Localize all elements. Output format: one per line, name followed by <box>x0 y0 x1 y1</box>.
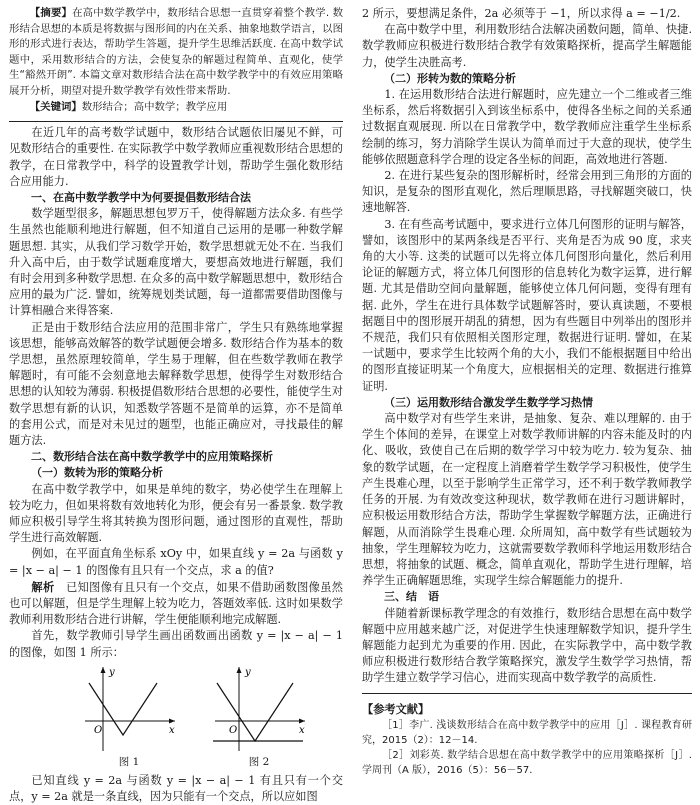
section-2-paragraph-4: 首先，数学教师引导学生画出函数画出函数 y = |x − a| − 1 的图像，如图 1 所示： <box>9 629 343 659</box>
continued-paragraph: 2 所示，要想满足条件，2a 必须等于 −1，所以求得 a = −1/2. <box>362 7 681 20</box>
abstract-label: 【摘要】 <box>29 7 73 19</box>
divider <box>9 121 343 122</box>
analysis-label: 解析 <box>31 579 55 594</box>
figure-1 <box>79 663 179 769</box>
figure-2-graph <box>209 663 309 755</box>
figure-1-y-label: y <box>109 666 115 678</box>
subsection-1-heading: （一）数转为形的策略分析 <box>31 466 163 480</box>
section-1-paragraph-1: 数学题型很多，解题思想包罗万千，使得解题方法众多. 有些学生虽然也能顺利地进行解题，但不知道自己运用的是哪一种数学解题思想. 其实，从我们学习数学开始，数学思想就无处不在. 当我们升入高中后，由于数学试题难度增大，要想高效地进行解题，我们有时会用到多种数学思想. 在众多的高中数学解题思想中，数形结合应用的最为广泛. 譬如，统筹规划类试题，每一道都需要借助图像与计算相融合来得答案. <box>9 207 343 318</box>
reference-2: ［2］刘彩英. 数学结合思想在高中数学教学中的应用策略探析［J］. 学周刊（A 版），2016（5）：56－57. <box>362 749 692 776</box>
conclusion-paragraph: 伴随着新课标教学理念的有效推行，数形结合思想在高中数学解题中应用越来越广泛，对促进学生快速理解数学知识，提升学生解题能力起到尤为重要的作用. 因此，在实际教学中，高中数学教师应积极进行数形结合教学策略探究，激发学生数学学习热情，帮助学生建立数学学习信心，进而实现高中数学教学的高质性. <box>362 606 692 685</box>
figure-2-x-label: x <box>299 724 305 736</box>
intro-paragraph: 在近几年的高考数学试题中，数形结合试题依旧屡见不鲜，可见数形结合的重要性. 在实际教学中数学教师应重视数形结合思想的教学，在日常教学中，科学的设置教学计划，帮助学生强化数形结合应用能力. <box>9 126 343 188</box>
section-2-paragraph-1: 在高中数学教学中，如果是单纯的数字，势必使学生在理解上较为吃力，但如果将数有效地转化为形，便会有另一番景象. 数学教师应积极引导学生将其转换为图形问题，通过图形的直观性，帮助学生进行高效解题. <box>9 482 343 545</box>
references-divider <box>362 693 692 694</box>
references-heading: 【参考文献】 <box>362 702 430 716</box>
right-column <box>362 6 692 778</box>
figure-2 <box>209 663 309 769</box>
abstract-text: 在高中数学教学中，数形结合思想一直贯穿着整个教学. 数形结合思想的本质是将数据与图形间的内在关系、抽象地数学语言，以图形的形式进行表达，帮助学生答题，提升学生思维活跃度. 在高中数学试题中，采用数形结合的方法，会使复杂的解题过程简单、直观化，使学生“豁然开朗”. 本篇文章对数形结合法在高中数学教学中的有效应用策略展开分析，期望对提升数学教学有效性带来帮助. <box>9 7 344 97</box>
figures <box>9 663 343 773</box>
figure-1-graph <box>79 663 179 755</box>
example-problem: 例如，在平面直角坐标系 xOy 中，如果直线 y = 2a 与函数 y = |x − a| − 1 的图像有且只有一个交点，求 a 的值? <box>9 547 343 577</box>
figure-1-origin-label: O <box>94 724 103 736</box>
keywords <box>9 100 343 116</box>
subsection-2-heading: （二）形转为数的策略分析 <box>384 71 516 85</box>
summary-paragraph: 在高中数学中里，利用数形结合法解决函数问题，简单、快捷. 数学教师应积极进行数形结合教学有效策略探析，提高学生解题能力，使学生决胜高考. <box>362 23 692 69</box>
section-2-heading: 二、数形结合法在高中数学教学中的应用策略探析 <box>31 450 273 464</box>
figure-1-x-label: x <box>169 724 175 736</box>
strategy-item-1: 1. 在运用数形结合法进行解题时，应先建立一个二维或者三维坐标系，然后将数据引入到该坐标系中，使得各坐标之间的关系通过数据直观展现. 所以在日常教学中，数学教师应注重学生坐标系绘制的练习，努力消除学生误认为简单而过于大意的现状，使学生能够依照题意科学合理的设定各坐标的间距，高效地进行答题. <box>362 88 692 166</box>
analysis-paragraph <box>9 579 343 629</box>
reference-1: ［1］李广. 浅谈数形结合在高中数学教学中的应用［J］. 课程教育研究，2015（2）：12－14. <box>362 719 692 746</box>
figure-2-caption: 图 2 <box>248 755 270 768</box>
figure-1-caption: 图 1 <box>118 755 140 768</box>
figure-2-y-label: y <box>245 666 251 678</box>
left-column <box>9 6 343 805</box>
figure-2-origin-label: O <box>229 724 238 736</box>
keywords-text: 数形结合；高中数学；教学应用 <box>81 100 228 113</box>
section-1-paragraph-2: 正是由于数形结合法应用的范围非常广，学生只有熟练地掌握该思想，能够高效解答的数学试题便会增多. 数形结合作为基本的数学思想，虽然原理较简单，学生易于理解，但在些数学教师在教学解题时，有可能不会刻意地去解释数学思想，使得学生对数形结合思想的认知较为薄弱. 积极提倡数形结合思想的必要性，能使学生对数学思想有新的认识，知悉数学答题不是简单的运算，亦不是简单的套用公式，而是对未见过的题型，也能正确应对，寻找最佳的解题方法. <box>9 320 343 448</box>
subsection-3-paragraph: 高中数学对有些学生来讲，是抽象、复杂、难以理解的. 由于学生个体间的差异，在课堂上对数学教师讲解的内容未能及时的内化、吸收，致使自己在后期的数学学习中较为吃力. 较为复杂、抽象的数学试题，在一定程度上消磨着学生数学学习积极性，使学生产生畏难心理，以至于影响学生正常学习，还不利于数学教师教学任务的开展. 为有效改变这种现状，数学教师在进行习题讲解时，应积极运用数形结合方法，帮助学生掌握数学解题方法，正确进行解题，从而消除学生畏难心理. 众所周知，高中数学有些试题较为抽象，学生理解较为吃力，这就需要数学教师科学地运用数形结合思想，将抽象的试题、概念，简单直观化，帮助学生进行理解，培养学生正确解题思维，实现学生综合解题能力的提升. <box>362 412 692 588</box>
keywords-label: 【关键词】 <box>29 100 82 113</box>
strategy-item-3: 3. 在有些高考试题中，要求进行立体几何图形的证明与解答，譬如，该图形中的某两条线是否平行、夹角是否为成 90 度，求夹角的大小等. 这类的试题可以先将立体几何图形向量化，然后利用论证的解题方式，将立体几何图形的信息转化为数字运算，进行解题. 尤其是借助空间向量解题，能够使立体几何问题，变得有理有据. 此外，学生在进行具体数学试题解答时，要认真读题，不要根据题目中的图形展开胡乱的猜想，因为有些题目中列举出的图形并不规范，我们只有依照相关图形定理，数据进行证明. 譬如，在某一试题中，要求学生比较两个角的大小，我们不能根据题目中给出的图形直接证明某一个角度大，应根据相关的定理、数据进行推算证明. <box>362 217 692 393</box>
subsection-3-heading: （三）运用数形结合激发学生数学学习热情 <box>384 395 593 409</box>
abstract <box>9 6 343 100</box>
section-2-paragraph-5: 已知直线 y = 2a 与函数 y = |x − a| − 1 有且只有一个交点，y = 2a 就是一条直线，因为只能有一个交点，所以应如图 <box>9 773 343 804</box>
strategy-item-2: 2. 在进行某些复杂的图形解析时，经常会用到三角形的方面的知识，是复杂的图形直观化，然后理顺思路，寻找解题突破口，快速地解答. <box>362 169 692 215</box>
section-1-heading: 一、在高中数学教学中为何要提倡数形结合法 <box>31 190 251 204</box>
analysis-text: 已知图像有且只有一个交点，如果不借助函数图像虽然也可以解题，但是学生理解上较为吃力，答题效率低. 这时如果数学教师利用数形结合进行讲解，学生便能顺利地完成解题. <box>9 580 343 627</box>
section-3-heading: 三、结 语 <box>384 590 439 604</box>
